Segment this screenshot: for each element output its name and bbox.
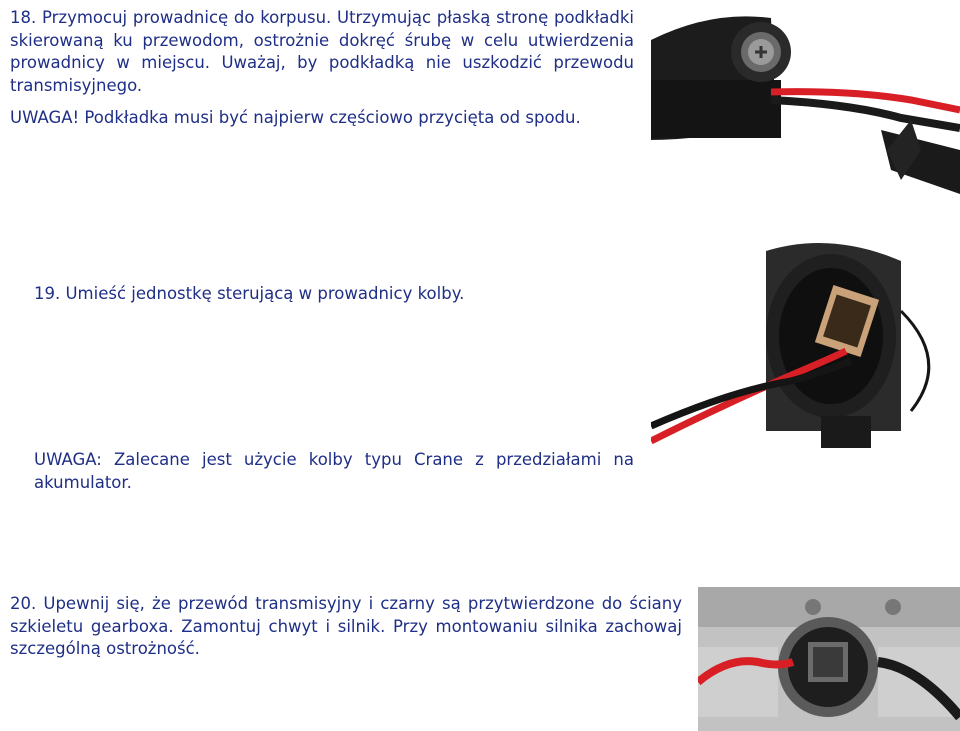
step-18-text: 18. Przymocuj prowadnicę do korpusu. Utrzymując płaską stronę podkładki skierowaną ku przewodom, ostrożnie dokręć śrubę w celu utwierdzenia prowadnicy w miejscu. Uważaj, by podkładką nie uszkodzić przewodu transmisyjnego. [10, 8, 634, 95]
step-18-warning: UWAGA! Podkładka musi być najpierw częściowo przycięta od spodu. [10, 108, 581, 127]
control-unit-illustration [651, 241, 960, 448]
photo-control-unit-in-tube [651, 241, 960, 448]
photo-guide-screw [651, 0, 960, 194]
step-19-text: 19. Umieść jednostkę sterującą w prowadnicy kolby. [34, 284, 465, 303]
step-20-text: 20. Upewnij się, że przewód transmisyjny i czarny są przytwierdzone do ściany szkieletu gearboxa. Zamontuj chwyt i silnik. Przy montowaniu silnika zachowaj szczególną ostrożność. [10, 594, 682, 658]
step-18-block [10, 7, 634, 130]
step-19-warning: UWAGA: Zalecane jest użycie kolby typu Crane z przedziałami na akumulator. [34, 450, 634, 492]
guide-screw-illustration [651, 0, 960, 194]
gearbox-illustration [698, 587, 960, 731]
photo-gearbox-wires [698, 587, 960, 731]
